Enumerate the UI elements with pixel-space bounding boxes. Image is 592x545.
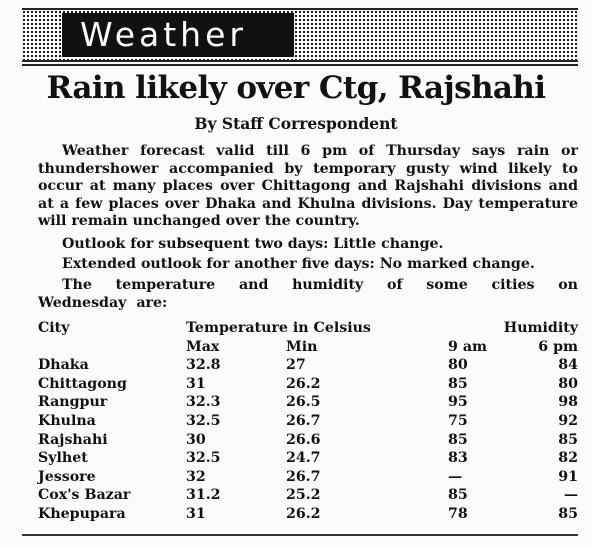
- humidity-6pm-cell: 91: [558, 468, 579, 485]
- divider: [22, 534, 578, 536]
- header-min: Min: [286, 338, 318, 355]
- humidity-9am-cell: 80: [448, 357, 468, 374]
- forecast-paragraph: Weather forecast valid till 6 pm of Thursday says rain or thundershower accompanied by temporary gusty wind likely to occur at many places over Chittagong and Rajshahi divisions and at a few places over Dhaka and Khulna divisions. Day temperature will remain unchanged over the country.: [38, 143, 578, 230]
- outlook-two-days: Outlook for subsequent two days: Little change.: [62, 236, 444, 252]
- table-row: [38, 393, 578, 412]
- min-cell: 24.7: [286, 450, 321, 467]
- humidity-6pm-cell: 85: [558, 505, 579, 522]
- humidity-9am-cell: 75: [448, 412, 468, 429]
- table-row: [38, 486, 578, 505]
- max-cell: 32.3: [186, 394, 221, 411]
- humidity-6pm-cell: 82: [558, 450, 579, 467]
- humidity-6pm-cell: 98: [558, 394, 579, 411]
- table-subheader-row: [38, 338, 578, 357]
- city-cell: Khulna: [38, 412, 96, 429]
- city-cell: Sylhet: [38, 450, 88, 467]
- table-row: [38, 356, 578, 375]
- table-row: [38, 375, 578, 394]
- temperature-humidity-table: [38, 319, 578, 524]
- city-cell: Cox's Bazar: [38, 487, 131, 504]
- humidity-9am-cell: 83: [448, 450, 468, 467]
- humidity-6pm-cell: 85: [558, 431, 579, 448]
- city-cell: Rangpur: [38, 394, 108, 411]
- city-cell: Dhaka: [38, 357, 89, 374]
- max-cell: 31.2: [186, 487, 221, 504]
- min-cell: 26.7: [286, 468, 321, 485]
- max-cell: 31: [186, 375, 206, 392]
- section-title: Weather: [62, 13, 294, 57]
- header-max: Max: [186, 338, 220, 355]
- outlook-extended: Extended outlook for another five days: No marked change.: [62, 256, 535, 272]
- header-city: City: [38, 320, 70, 336]
- table-row: [38, 431, 578, 450]
- table-row: [38, 412, 578, 431]
- humidity-6pm-cell: —: [563, 487, 579, 504]
- table-intro: The temperature and humidity of some cities on Wednesday are:: [38, 277, 578, 311]
- humidity-6pm-cell: 84: [558, 357, 579, 374]
- max-cell: 31: [186, 505, 206, 522]
- humidity-9am-cell: 78: [448, 505, 468, 522]
- table-header-row: [38, 319, 578, 338]
- max-cell: 32.5: [186, 450, 221, 467]
- humidity-9am-cell: —: [448, 468, 463, 485]
- min-cell: 25.2: [286, 487, 321, 504]
- humidity-6pm-cell: 80: [558, 375, 579, 392]
- min-cell: 26.2: [286, 505, 321, 522]
- humidity-6pm-cell: 92: [558, 412, 579, 429]
- section-banner: [22, 8, 578, 62]
- byline: By Staff Correspondent: [194, 114, 398, 133]
- min-cell: 26.6: [286, 431, 321, 448]
- city-cell: Chittagong: [38, 375, 127, 392]
- header-humidity: Humidity: [503, 320, 579, 336]
- headline: Rain likely over Ctg, Rajshahi: [46, 70, 546, 106]
- max-cell: 30: [186, 431, 206, 448]
- max-cell: 32.8: [186, 357, 221, 374]
- city-cell: Rajshahi: [38, 431, 108, 448]
- max-cell: 32: [186, 468, 206, 485]
- humidity-9am-cell: 85: [448, 375, 468, 392]
- header-6pm: 6 pm: [538, 338, 579, 355]
- table-row: [38, 449, 578, 468]
- header-temperature: Temperature in Celsius: [186, 320, 371, 336]
- city-cell: Khepupara: [38, 505, 126, 522]
- header-9am: 9 am: [448, 338, 488, 355]
- table-row: [38, 468, 578, 487]
- humidity-9am-cell: 85: [448, 487, 468, 504]
- min-cell: 26.2: [286, 375, 321, 392]
- table-row: [38, 505, 578, 524]
- min-cell: 26.5: [286, 394, 321, 411]
- max-cell: 32.5: [186, 412, 221, 429]
- humidity-9am-cell: 85: [448, 431, 468, 448]
- min-cell: 26.7: [286, 412, 321, 429]
- header-blank: [38, 338, 186, 357]
- city-cell: Jessore: [38, 468, 96, 485]
- humidity-9am-cell: 95: [448, 394, 468, 411]
- min-cell: 27: [286, 357, 306, 374]
